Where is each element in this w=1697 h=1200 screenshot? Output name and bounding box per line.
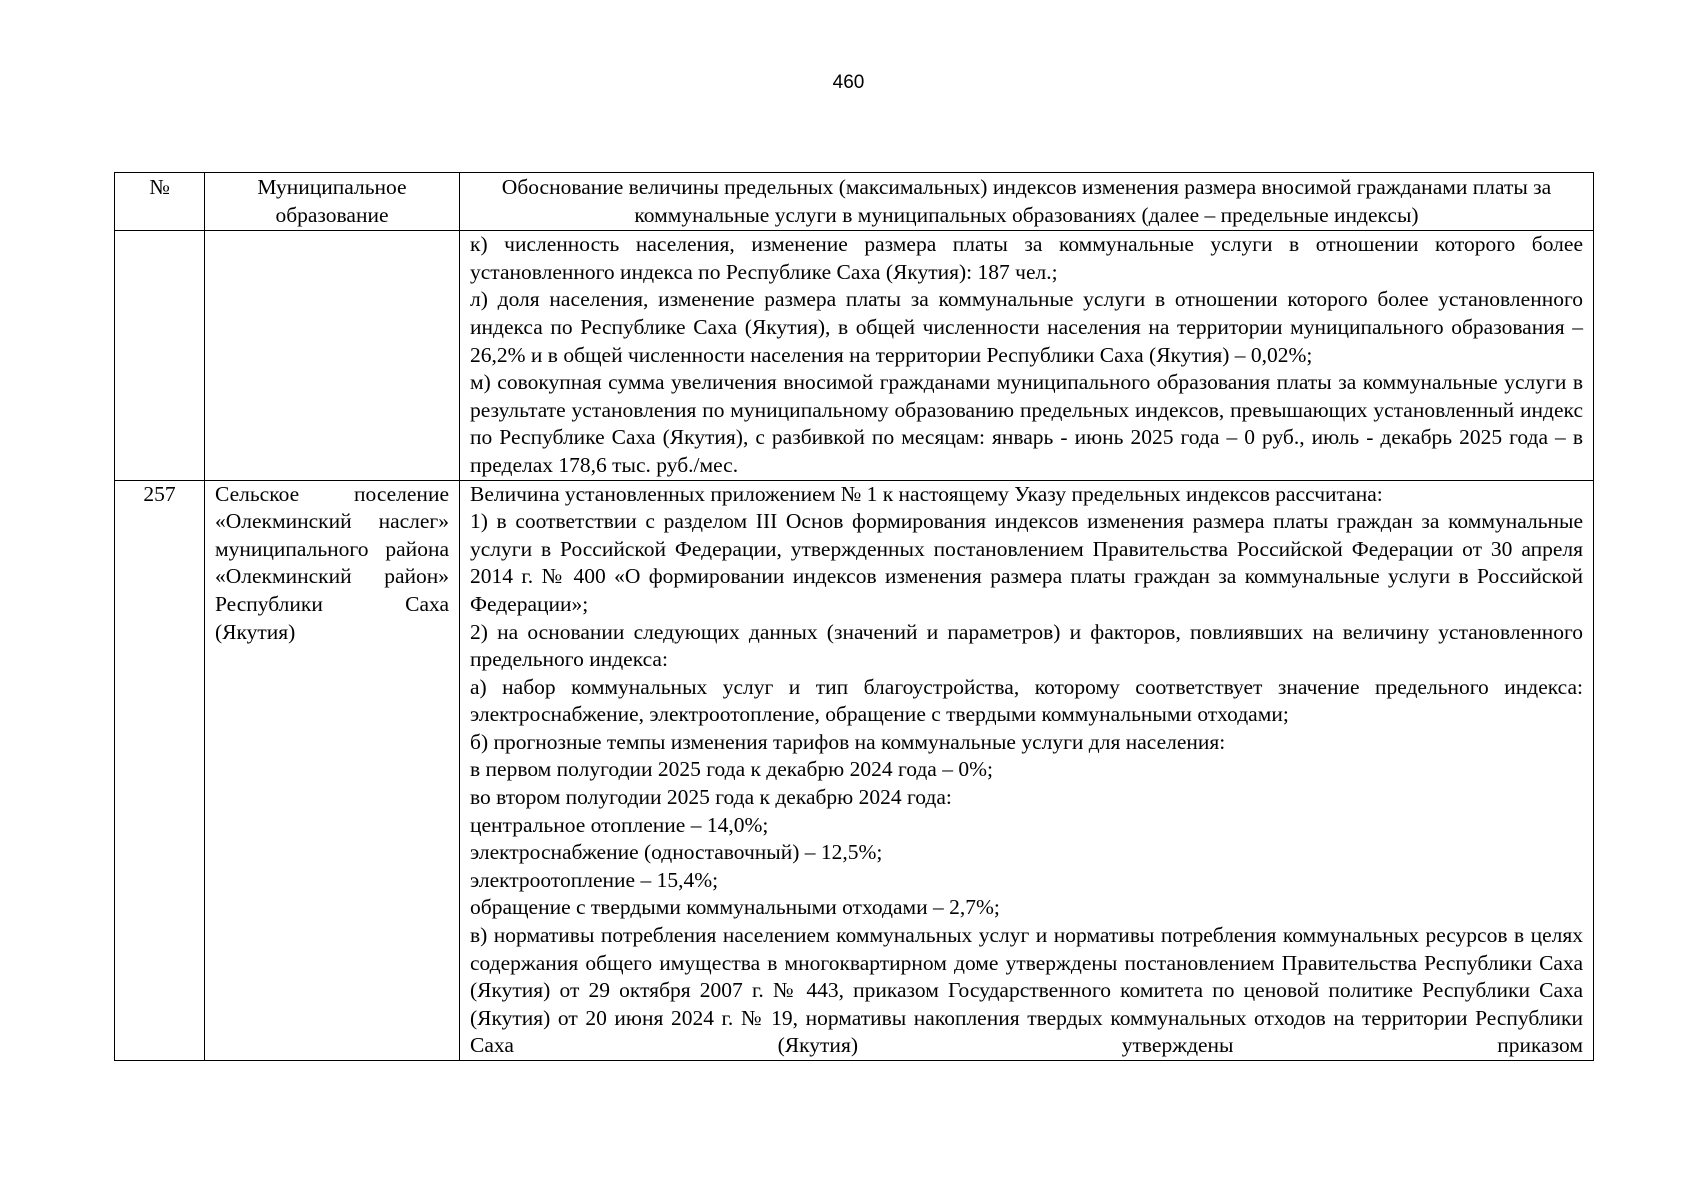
paragraph: к) численность населения, изменение размера платы за коммунальные услуги в отношении которого более установленного индекса по Республике Саха (Якутия): 187 чел.; xyxy=(470,232,1583,284)
header-municipality: Муниципальное образование xyxy=(205,173,460,231)
paragraph: в) нормативы потребления населением коммунальных услуг и нормативы потребления коммунальных ресурсов в целях содержания общего имущества в многоквартирном доме утверждены постановлением Правительства Республики Саха (Якутия) от 29 октября 2007 г. № 443, приказом Государственного комитета по ценовой политике Республики Саха (Якутия) от 20 июня 2024 г. № 19, нормативы накопления твердых коммунальных отходов на территории Республики Саха (Якутия) утверждены приказом xyxy=(470,923,1583,1058)
paragraph: обращение с твердыми коммунальными отходами – 2,7%; xyxy=(470,895,1000,920)
page-number: 460 xyxy=(832,72,865,93)
paragraph: 2) на основании следующих данных (значений и параметров) и факторов, повлиявших на величину установленного предельного индекса: xyxy=(470,619,1583,672)
paragraph: Величина установленных приложением № 1 к настоящему Указу предельных индексов рассчитана: xyxy=(470,481,1383,506)
row-number: 257 xyxy=(115,480,205,1060)
paragraph: в первом полугодии 2025 года к декабрю 2024 года – 0%; xyxy=(470,757,993,782)
paragraph: электроотопление – 15,4%; xyxy=(470,867,719,892)
paragraph: электроснабжение (одноставочный) – 12,5%; xyxy=(470,840,883,865)
paragraph: 1) в соответствии с разделом III Основ формирования индексов изменения размера платы граждан за коммунальные услуги в Российской Федерации, утвержденных постановлением Правительства Российской Федерации от 30 апреля 2014 г. № 400 «О формировании индексов изменения размера платы граждан за коммунальные услуги в Российской Федерации»; xyxy=(470,509,1583,616)
table-row xyxy=(115,480,1594,1060)
row-municipality xyxy=(205,231,460,480)
row-municipality: Сельское поселение «Олекминский наслег» муниципального района «Олекминский район» Республики Саха (Якутия) xyxy=(205,480,460,1060)
header-number: № xyxy=(115,173,205,231)
header-justification: Обоснование величины предельных (максимальных) индексов изменения размера вносимой гражданами платы за коммунальные услуги в муниципальных образованиях (далее – предельные индексы) xyxy=(460,173,1594,231)
row-number xyxy=(115,231,205,480)
table-row xyxy=(115,231,1594,480)
paragraph: л) доля населения, изменение размера платы за коммунальные услуги в отношении которого более установленного индекса по Республике Саха (Якутия), в общей численности населения на территории муниципального образования – 26,2% и в общей численности населения на территории Республики Саха (Якутия) – 0,02%; xyxy=(470,287,1583,367)
paragraph: б) прогнозные темпы изменения тарифов на коммунальные услуги для населения: xyxy=(470,729,1226,754)
paragraph: центральное отопление – 14,0%; xyxy=(470,812,769,837)
table-header-row xyxy=(115,173,1594,231)
paragraph: во втором полугодии 2025 года к декабрю 2024 года: xyxy=(470,785,952,810)
paragraph: а) набор коммунальных услуг и тип благоустройства, которому соответствует значение предельного индекса: электроснабжение, электроотопление, обращение с твердыми коммунальными отходами; xyxy=(470,674,1583,727)
row-justification xyxy=(460,231,1594,480)
justification-table xyxy=(114,172,1594,1061)
paragraph: м) совокупная сумма увеличения вносимой гражданами муниципального образования платы за коммунальные услуги в результате установления по муниципальному образованию предельных индексов, превышающих установленный индекс по Республике Саха (Якутия), с разбивкой по месяцам: январь - июнь 2025 года – 0 руб., июль - декабрь 2025 года – в пределах 178,6 тыс. руб./мес. xyxy=(470,370,1583,477)
row-justification xyxy=(460,480,1594,1060)
